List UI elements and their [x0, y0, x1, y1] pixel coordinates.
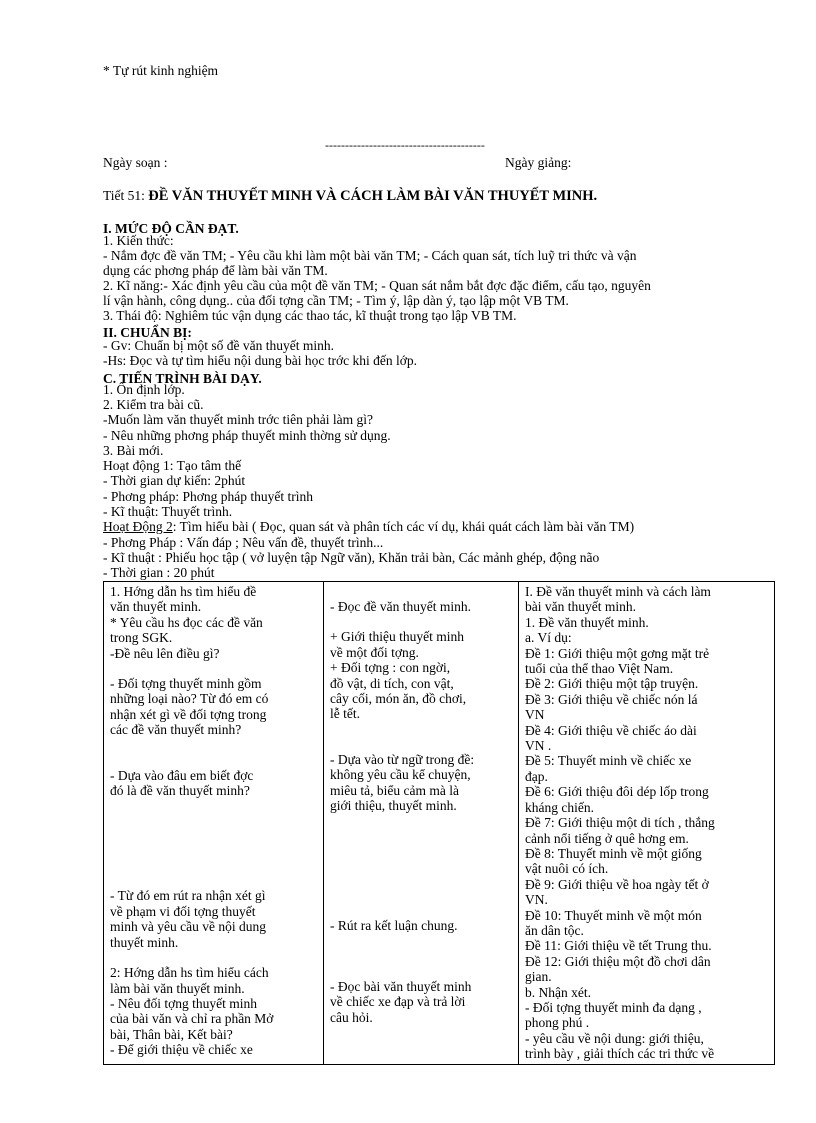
cell-text-line: VN.: [525, 892, 548, 908]
section-3-line: - Kĩ thuật: Thuyết trình.: [103, 504, 233, 519]
section-3-heading: C. TIẾN TRÌNH BÀI DẠY.: [103, 371, 262, 386]
cell-text-line: [330, 873, 512, 888]
cell-text-line: [110, 843, 317, 858]
cell-text-line: các đề văn thuyết minh?: [110, 722, 242, 738]
cell-text-line: [330, 828, 512, 843]
cell-text-line: bài, Thân bài, Kết bài?: [110, 1026, 233, 1042]
section-1-line: 1. Kiến thức:: [103, 233, 174, 248]
hoat-dong-2-label: Hoạt Động 2: [103, 519, 173, 534]
cell-text-line: [110, 661, 317, 676]
cell-text-line: cảnh nổi tiếng ở quê hơng em.: [525, 830, 689, 846]
hoat-dong-2-line: [103, 519, 634, 534]
cell-text-line: bài văn thuyết minh.: [525, 599, 636, 615]
cell-text-line: câu hỏi.: [330, 1009, 373, 1025]
cell-text-line: [330, 934, 512, 949]
cell-text-line: [330, 614, 512, 629]
cell-text-line: trong SGK.: [110, 630, 173, 646]
cell-text-line: [110, 873, 317, 888]
cell-text-line: [330, 903, 512, 918]
cell-text-line: Đề 12: Giới thiệu một đồ chơi dân: [525, 953, 711, 969]
section-2-line: - Gv: Chuẩn bị một số đề văn thuyết minh.: [103, 338, 334, 353]
cell-text-line: đồ vật, di tích, con vật,: [330, 675, 454, 691]
cell-text-line: Đề 4: Giới thiệu về chiếc áo dài: [525, 722, 697, 738]
teacher-activity-cell: [104, 582, 324, 1065]
cell-text-line: I. Đề văn thuyết minh và cách làm: [525, 584, 711, 599]
hoat-dong-2-text: : Tìm hiểu bài ( Đọc, quan sát và phân tích các ví dụ, khái quát cách làm bài văn TM): [172, 519, 635, 534]
cell-lines: [110, 584, 317, 1058]
section-3-tail-line: - Thời gian : 20 phút: [103, 565, 215, 580]
section-3-line: - Phơng pháp: Phơng pháp thuyết trình: [103, 489, 314, 504]
section-3-line: -Muốn làm văn thuyết minh trớc tiên phải làm gì?: [103, 412, 373, 427]
cell-text-line: minh và yêu cầu về nội dung: [110, 919, 266, 935]
cell-text-line: VN .: [525, 738, 552, 754]
divider: ----------------------------------------: [325, 138, 485, 152]
cell-text-line: đạp.: [525, 768, 548, 784]
cell-text-line: -Đề nêu lên điều gì?: [110, 645, 220, 661]
cell-text-line: không yêu cầu kể chuyện,: [330, 767, 471, 783]
cell-text-line: những loại nào? Từ đó em có: [110, 691, 269, 707]
ngay-soan-label: Ngày soạn :: [103, 155, 168, 170]
cell-text-line: [110, 813, 317, 828]
cell-text-line: [330, 737, 512, 752]
cell-text-line: [110, 753, 317, 768]
section-1-line: 3. Thái độ: Nghiêm túc vận dụng các thao tác, kĩ thuật trong tạo lập VB TM.: [103, 308, 517, 323]
cell-text-line: [330, 843, 512, 858]
cell-text-line: - Đọc bài văn thuyết minh: [330, 978, 472, 994]
cell-text-line: Đề 8: Thuyết minh về một giống: [525, 845, 702, 861]
cell-text-line: làm bài văn thuyết minh.: [110, 980, 245, 996]
cell-text-line: Đề 2: Giới thiệu một tập truyện.: [525, 676, 699, 692]
lesson-table: [103, 581, 775, 1065]
cell-text-line: [110, 950, 317, 965]
cell-text-line: thuyết minh.: [110, 934, 179, 950]
cell-text-line: + Giới thiệu thuyết minh: [330, 629, 464, 645]
cell-text-line: Đề 7: Giới thiệu một di tích , thắng: [525, 815, 715, 831]
section-3-line: Hoạt động 1: Tạo tâm thế: [103, 458, 242, 473]
cell-lines: [525, 584, 768, 1062]
cell-text-line: [110, 828, 317, 843]
cell-text-line: - Dựa vào từ ngữ trong đề:: [330, 751, 475, 767]
section-3-tail-line: - Phơng Pháp : Vấn đáp ; Nêu vấn đề, thuyết trình...: [103, 535, 384, 550]
cell-text-line: VN: [525, 707, 545, 723]
section-1-line: 2. Kĩ năng:- Xác định yêu cầu của một đề văn TM; - Quan sát nắm bắt đợc đặc điểm, cấu tạo, nguyên: [103, 278, 651, 293]
cell-text-line: Đề 9: Giới thiệu về hoa ngày tết ở: [525, 876, 709, 892]
cell-text-line: [110, 798, 317, 813]
cell-text-line: [110, 738, 317, 753]
cell-text-line: [330, 949, 512, 964]
cell-text-line: - Nêu đối tợng thuyết minh: [110, 995, 257, 1011]
cell-text-line: [330, 888, 512, 903]
cell-text-line: * Yêu cầu hs đọc các đề văn: [110, 614, 263, 630]
cell-text-line: ăn dân tộc.: [525, 922, 584, 938]
cell-text-line: + Đối tợng : con ngời,: [330, 660, 451, 676]
cell-text-line: [330, 813, 512, 828]
cell-text-line: miêu tả, biểu cảm mà là: [330, 782, 459, 798]
section-1-line: - Nắm đợc đề văn TM; - Yêu cầu khi làm một bài văn TM; - Cách quan sát, tích luỹ tri thức và vận: [103, 248, 637, 263]
cell-text-line: về một đối tợng.: [330, 644, 419, 660]
cell-text-line: vật nuôi có ích.: [525, 861, 609, 877]
section-1-line: lí vận hành, công dụng.. của đối tợng cần TM; - Tìm ý, lập dàn ý, tạo lập một VB TM.: [103, 293, 569, 308]
cell-text-line: [330, 964, 512, 979]
cell-text-line: b. Nhận xét.: [525, 984, 591, 1000]
cell-text-line: của bài văn và chỉ ra phần Mở: [110, 1011, 274, 1027]
student-activity-cell: [324, 582, 519, 1065]
cell-text-line: gian.: [525, 969, 552, 985]
section-3-line: - Thời gian dự kiến: 2phút: [103, 473, 246, 488]
cell-text-line: - yêu cầu về nội dung: giới thiệu,: [525, 1030, 704, 1046]
cell-text-line: [330, 584, 512, 599]
cell-text-line: phong phú .: [525, 1015, 590, 1031]
cell-text-line: [110, 858, 317, 873]
section-3-line: 2. Kiểm tra bài cũ.: [103, 397, 204, 412]
cell-text-line: Đề 6: Giới thiệu đôi dép lốp trong: [525, 784, 709, 800]
cell-text-line: [330, 722, 512, 737]
cell-lines: [330, 584, 512, 1025]
cell-text-line: đó là đề văn thuyết minh?: [110, 783, 250, 799]
cell-text-line: tuổi của thể thao Việt Nam.: [525, 661, 674, 677]
cell-text-line: văn thuyết minh.: [110, 599, 202, 615]
cell-text-line: giới thiệu, thuyết minh.: [330, 798, 457, 814]
cell-text-line: - Đối tợng thuyết minh đa dạng ,: [525, 999, 702, 1015]
title-text: ĐỀ VĂN THUYẾT MINH VÀ CÁCH LÀM BÀI VĂN THUYẾT MINH.: [148, 188, 598, 204]
cell-text-line: Đề 5: Thuyết minh về chiếc xe: [525, 753, 692, 769]
cell-text-line: a. Ví dụ:: [525, 630, 572, 646]
table-row: [104, 582, 775, 1065]
cell-text-line: nhận xét gì về đối tợng trong: [110, 706, 267, 722]
cell-text-line: về chiếc xe đạp và trả lời: [330, 994, 466, 1010]
ngay-giang-label: Ngày giảng:: [505, 155, 572, 170]
cell-text-line: - Để giới thiệu về chiếc xe: [110, 1042, 253, 1058]
section-2-line: -Hs: Đọc và tự tìm hiểu nội dung bài học trớc khi đến lớp.: [103, 353, 418, 368]
content-cell: [519, 582, 775, 1065]
cell-text-line: Đề 10: Thuyết minh về một món: [525, 907, 702, 923]
cell-text-line: lễ tết.: [330, 706, 360, 722]
cell-text-line: Đề 1: Giới thiệu một gơng mặt trẻ: [525, 645, 710, 661]
cell-text-line: 1. Đề văn thuyết minh.: [525, 614, 649, 630]
cell-text-line: - Từ đó em rút ra nhận xét gì: [110, 888, 266, 904]
cell-text-line: - Rút ra kết luận chung.: [330, 918, 458, 934]
cell-text-line: Đề 11: Giới thiệu về tết Trung thu.: [525, 938, 712, 954]
cell-text-line: - Đối tợng thuyết minh gồm: [110, 676, 262, 692]
section-3-tail-line: - Kĩ thuật : Phiếu học tập ( vở luyện tập Ngữ văn), Khăn trải bàn, Các mảnh ghép, động não: [103, 550, 600, 565]
section-3-line: - Nêu những phơng pháp thuyết minh thờng sử dụng.: [103, 428, 391, 443]
cell-text-line: 1. Hớng dẫn hs tìm hiểu đề: [110, 584, 257, 599]
lesson-title: [103, 188, 597, 205]
section-2-heading: II. CHUẨN BỊ:: [103, 325, 192, 340]
cell-text-line: cây cối, món ăn, đồ chơi,: [330, 691, 467, 707]
cell-text-line: trình bày , giải thích các tri thức về: [525, 1046, 715, 1062]
section-3-line: 1. Ổn định lớp.: [103, 382, 185, 397]
cell-text-line: - Dựa vào đâu em biết đợc: [110, 767, 254, 783]
cell-text-line: Đề 3: Giới thiệu về chiếc nón lá: [525, 691, 698, 707]
section-1-line: dụng các phơng pháp để làm bài văn TM.: [103, 263, 328, 278]
cell-text-line: 2: Hớng dẫn hs tìm hiểu cách: [110, 965, 269, 981]
note-line: * Tự rút kinh nghiệm: [103, 63, 219, 78]
lesson-number: Tiết 51:: [103, 188, 145, 203]
cell-text-line: kháng chiến.: [525, 799, 594, 815]
cell-text-line: về phạm vi đối tợng thuyết: [110, 903, 256, 919]
section-3-line: 3. Bài mới.: [103, 443, 164, 458]
cell-text-line: [330, 858, 512, 873]
cell-text-line: - Đọc đề văn thuyết minh.: [330, 599, 471, 614]
section-1-heading: I. MỨC ĐỘ CẦN ĐẠT.: [103, 221, 239, 236]
